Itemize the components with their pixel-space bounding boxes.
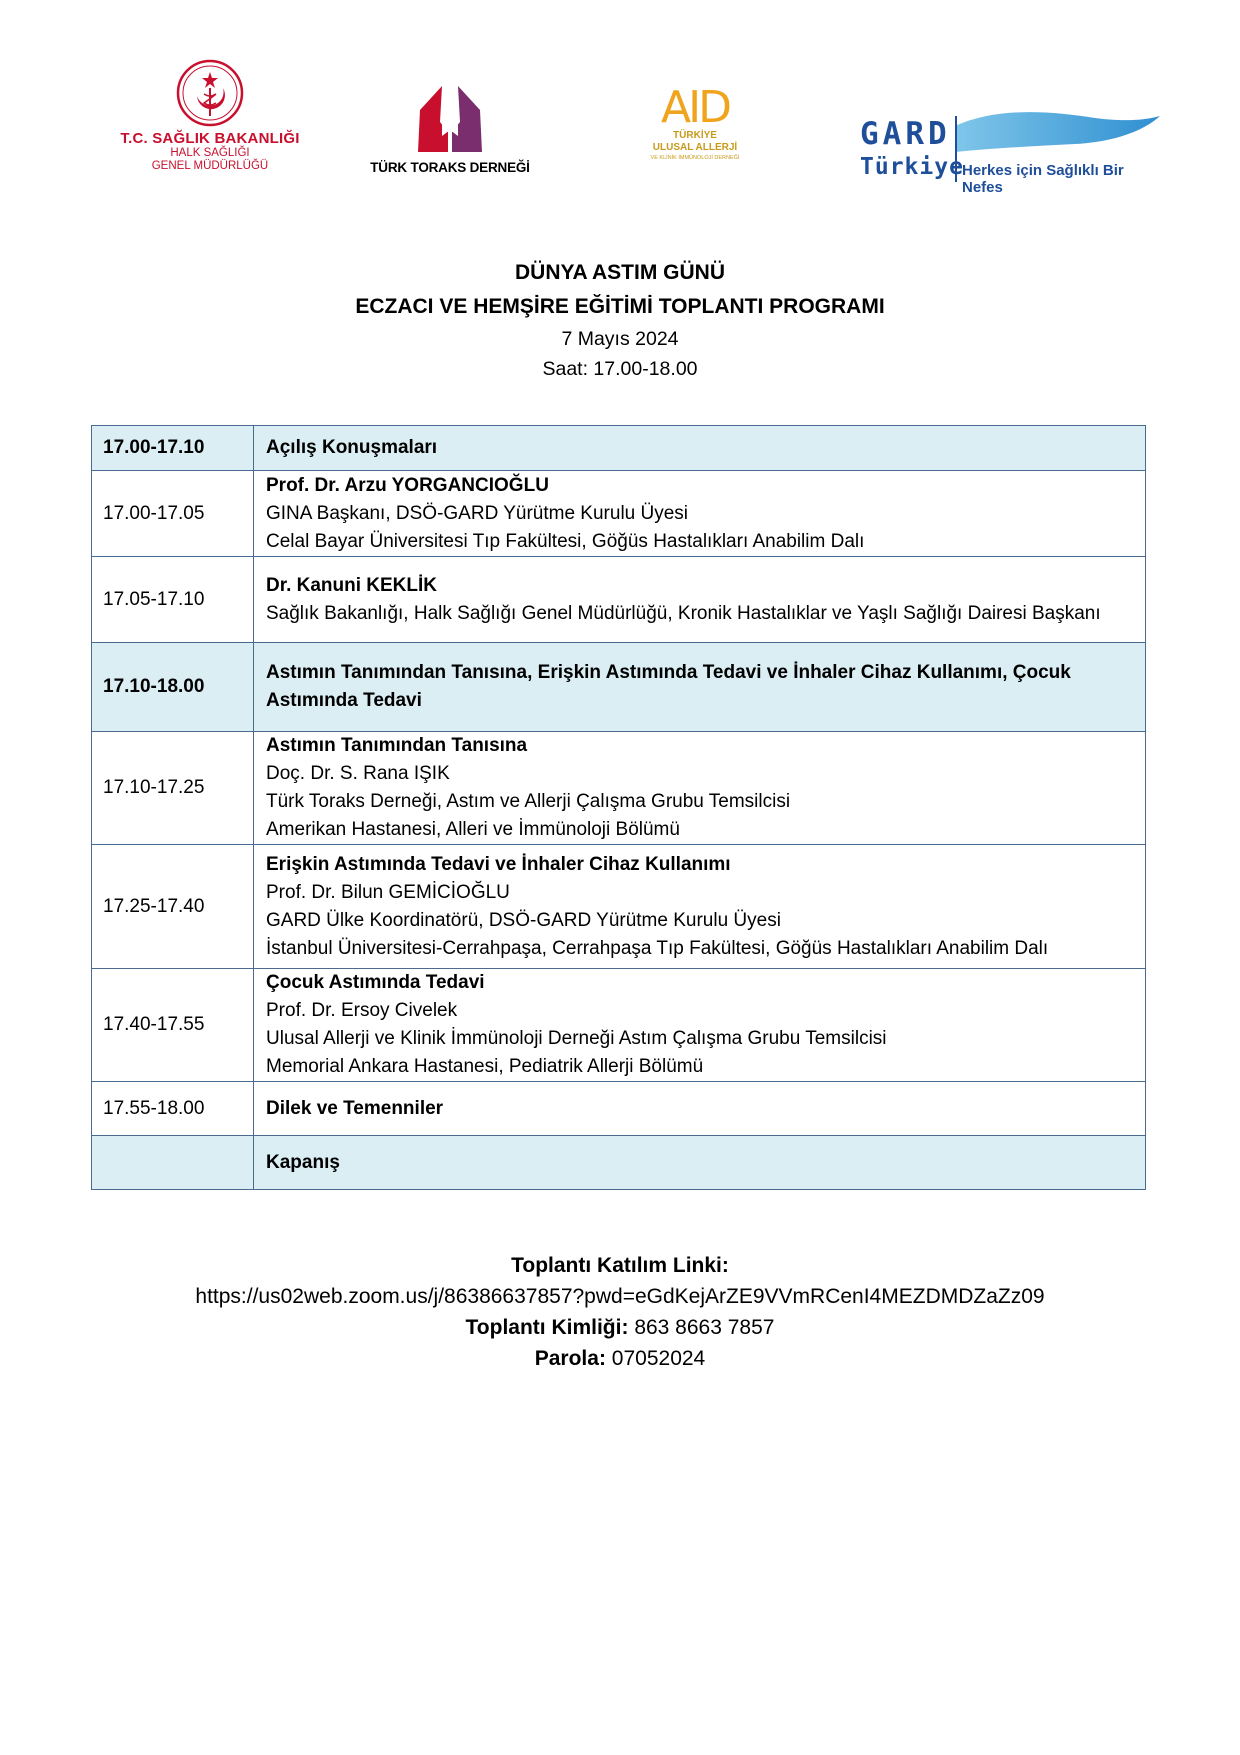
event-title: DÜNYA ASTIM GÜNÜ: [514, 261, 725, 284]
moh-department-1: HALK SAĞLIĞI: [170, 147, 250, 159]
session-time: 17.00-17.10: [92, 426, 254, 471]
moh-department-2: GENEL MÜDÜRLÜĞÜ: [151, 160, 269, 172]
table-row: [92, 643, 1146, 732]
speaker-role: Ulusal Allerji ve Klinik İmmünoloji Derneği Astım Çalışma Grubu Temsilcisi: [266, 1028, 887, 1049]
program-title: ECZACI VE HEMŞİRE EĞİTİMİ TOPLANTI PROGRAMI: [355, 295, 885, 318]
meeting-link[interactable]: https://us02web.zoom.us/j/86386637857?pwd=eGdKejArZE9VVmRCenI4MEZDMDZaZz09: [195, 1285, 1045, 1308]
speaker-role: GINA Başkanı, DSÖ-GARD Yürütme Kurulu Üyesi: [266, 502, 689, 524]
password-line: [0, 1343, 1240, 1374]
speaker-name: Dr. Kanuni KEKLİK: [266, 574, 438, 596]
table-row: [92, 1082, 1146, 1136]
table-row: [92, 732, 1146, 845]
lungs-icon: [412, 82, 488, 156]
turkish-thoracic-society-logo: [370, 82, 530, 182]
event-time: Saat: 17.00-18.00: [542, 358, 698, 380]
table-row: [92, 1136, 1146, 1190]
talk-title: Çocuk Astımında Tedavi: [266, 972, 485, 993]
session-detail: [254, 845, 1146, 969]
talk-title: Astımın Tanımından Tanısına: [266, 735, 528, 756]
aid-name: ULUSAL ALLERJİ: [652, 142, 738, 153]
password-label: Parola:: [534, 1347, 606, 1370]
session-title: Dilek ve Temenniler: [254, 1082, 1146, 1136]
session-time: 17.40-17.55: [92, 969, 254, 1082]
aid-subname: VE KLİNİK İMMÜNOLOJİ DERNEĞİ: [650, 155, 740, 161]
table-row: [92, 969, 1146, 1082]
gard-country: Türkiye: [860, 154, 964, 180]
speaker-name: Prof. Dr. Ersoy Civelek: [266, 1000, 458, 1021]
session-detail: [254, 969, 1146, 1082]
gard-slogan: Herkes için Sağlıklı Bir Nefes: [962, 162, 1124, 196]
ministry-of-health-logo: [110, 58, 310, 188]
ttd-name: TÜRK TORAKS DERNEĞİ: [370, 160, 530, 175]
allergy-society-logo: [630, 82, 760, 186]
session-time: 17.55-18.00: [92, 1082, 254, 1136]
session-time: 17.05-17.10: [92, 557, 254, 643]
session-time: 17.10-17.25: [92, 732, 254, 845]
aid-country: TÜRKİYE: [673, 130, 717, 141]
speaker-role: GARD Ülke Koordinatörü, DSÖ-GARD Yürütme Kurulu Üyesi: [266, 909, 781, 931]
gard-word: GARD: [860, 116, 951, 152]
link-label: Toplantı Katılım Linki:: [511, 1254, 729, 1277]
speaker-affiliation: Amerikan Hastanesi, Alleri ve İmmünoloji Bölümü: [266, 819, 680, 840]
password-value: 07052024: [611, 1347, 706, 1370]
gard-turkey-logo: [855, 108, 1165, 196]
crescent-emblem-icon: [175, 58, 245, 128]
table-row: [92, 845, 1146, 969]
speaker-name: Prof. Dr. Arzu YORGANCIOĞLU: [266, 474, 549, 496]
session-time: 17.00-17.05: [92, 471, 254, 557]
speaker-affiliation: İstanbul Üniversitesi-Cerrahpaşa, Cerrahpaşa Tıp Fakültesi, Göğüs Hastalıkları Anabilim Dalı: [266, 937, 1049, 959]
talk-title: Erişkin Astımında Tedavi ve İnhaler Cihaz Kullanımı: [266, 853, 731, 875]
table-row: [92, 426, 1146, 471]
event-date: 7 Mayıs 2024: [561, 328, 679, 350]
meeting-id-line: [0, 1312, 1240, 1343]
aid-mark: AID: [661, 82, 729, 133]
meeting-id-label: Toplantı Kimliği:: [465, 1316, 629, 1339]
session-title: Açılış Konuşmaları: [254, 426, 1146, 471]
session-title: Astımın Tanımından Tanısına, Erişkin Astımında Tedavi ve İnhaler Cihaz Kullanımı, Çocuk Astımında Tedavi: [254, 643, 1146, 732]
session-detail: [254, 732, 1146, 845]
speaker-name: Prof. Dr. Bilun GEMİCİOĞLU: [266, 881, 510, 903]
speaker-affiliation: Memorial Ankara Hastanesi, Pediatrik Allerji Bölümü: [266, 1056, 704, 1077]
session-detail: [254, 471, 1146, 557]
speaker-affiliation: Sağlık Bakanlığı, Halk Sağlığı Genel Müdürlüğü, Kronik Hastalıklar ve Yaşlı Sağlığı Dairesi Başkanı: [266, 602, 1101, 624]
session-detail: [254, 557, 1146, 643]
moh-name: T.C. SAĞLIK BAKANLIĞI: [120, 130, 300, 147]
program-table: [91, 425, 1146, 1190]
session-title: Kapanış: [254, 1136, 1146, 1190]
speaker-affiliation: Celal Bayar Üniversitesi Tıp Fakültesi, Göğüs Hastalıkları Anabilim Dalı: [266, 530, 865, 552]
meeting-info: [0, 1250, 1240, 1374]
meeting-id: 863 8663 7857: [634, 1316, 775, 1339]
session-time: [92, 1136, 254, 1190]
speaker-role: Türk Toraks Derneği, Astım ve Allerji Çalışma Grubu Temsilcisi: [266, 791, 791, 812]
table-row: [92, 471, 1146, 557]
speaker-name: Doç. Dr. S. Rana IŞIK: [266, 763, 450, 784]
document-header: [0, 256, 1240, 384]
session-time: 17.10-18.00: [92, 643, 254, 732]
table-row: [92, 557, 1146, 643]
session-time: 17.25-17.40: [92, 845, 254, 969]
wave-icon: [955, 108, 1160, 160]
